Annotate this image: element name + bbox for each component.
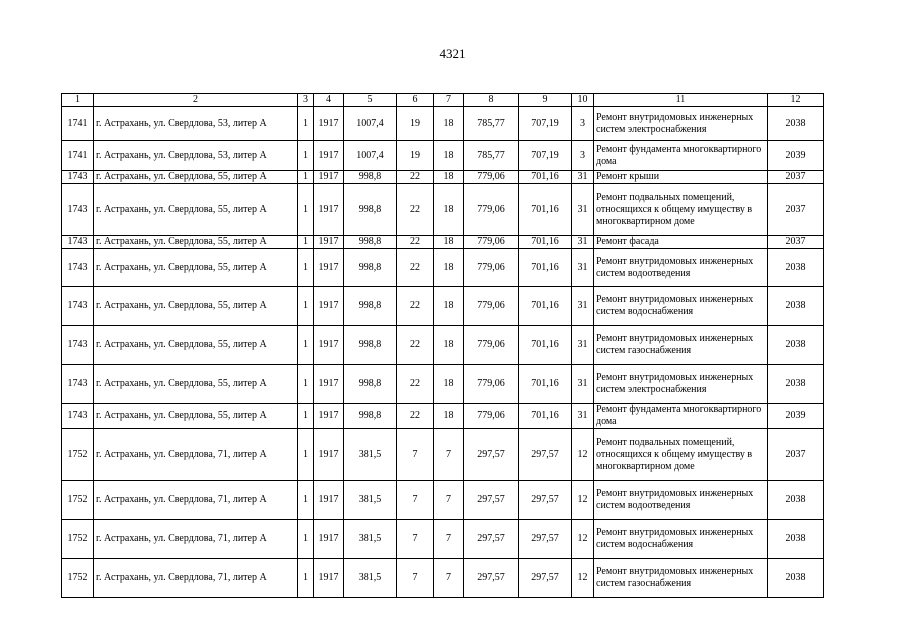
col-9-value-cell: 701,16 bbox=[519, 171, 572, 184]
build-year-cell: 1917 bbox=[314, 236, 344, 249]
col-8-value-cell: 297,57 bbox=[464, 559, 519, 598]
work-type-cell: Ремонт внутридомовых инженерных систем водоснабжения bbox=[594, 287, 768, 326]
address-cell: г. Астрахань, ул. Свердлова, 71, литер А bbox=[94, 481, 298, 520]
planned-year-cell: 2038 bbox=[768, 365, 824, 404]
col-8-value-cell: 785,77 bbox=[464, 141, 519, 171]
col-6-value-cell: 7 bbox=[397, 481, 434, 520]
row-id-cell: 1743 bbox=[62, 404, 94, 429]
address-cell: г. Астрахань, ул. Свердлова, 55, литер А bbox=[94, 171, 298, 184]
col-3-value-cell: 1 bbox=[298, 481, 314, 520]
column-number: 9 bbox=[519, 94, 572, 107]
address-cell: г. Астрахань, ул. Свердлова, 55, литер А bbox=[94, 249, 298, 287]
table-row bbox=[62, 249, 824, 287]
col-7-value-cell: 18 bbox=[434, 107, 464, 141]
build-year-cell: 1917 bbox=[314, 481, 344, 520]
column-number: 7 bbox=[434, 94, 464, 107]
table-row bbox=[62, 481, 824, 520]
col-10-value-cell: 31 bbox=[572, 184, 594, 236]
work-type-cell: Ремонт внутридомовых инженерных систем газоснабжения bbox=[594, 559, 768, 598]
col-9-value-cell: 701,16 bbox=[519, 326, 572, 365]
work-type-cell: Ремонт внутридомовых инженерных систем электроснабжения bbox=[594, 107, 768, 141]
col-7-value-cell: 18 bbox=[434, 404, 464, 429]
col-6-value-cell: 22 bbox=[397, 249, 434, 287]
col-10-value-cell: 31 bbox=[572, 326, 594, 365]
col-3-value-cell: 1 bbox=[298, 287, 314, 326]
table-row bbox=[62, 559, 824, 598]
address-cell: г. Астрахань, ул. Свердлова, 55, литер А bbox=[94, 365, 298, 404]
col-8-value-cell: 779,06 bbox=[464, 404, 519, 429]
col-7-value-cell: 7 bbox=[434, 429, 464, 481]
work-type-cell: Ремонт фундамента многоквартирного дома bbox=[594, 141, 768, 171]
row-id-cell: 1743 bbox=[62, 184, 94, 236]
col-3-value-cell: 1 bbox=[298, 107, 314, 141]
row-id-cell: 1743 bbox=[62, 171, 94, 184]
planned-year-cell: 2038 bbox=[768, 107, 824, 141]
build-year-cell: 1917 bbox=[314, 520, 344, 559]
col-10-value-cell: 12 bbox=[572, 559, 594, 598]
row-id-cell: 1743 bbox=[62, 249, 94, 287]
work-type-cell: Ремонт подвальных помещений, относящихся к общему имуществу в многоквартирном доме bbox=[594, 429, 768, 481]
col-9-value-cell: 297,57 bbox=[519, 429, 572, 481]
column-number: 2 bbox=[94, 94, 298, 107]
total-area-cell: 381,5 bbox=[344, 559, 397, 598]
address-cell: г. Астрахань, ул. Свердлова, 55, литер А bbox=[94, 236, 298, 249]
col-3-value-cell: 1 bbox=[298, 236, 314, 249]
planned-year-cell: 2038 bbox=[768, 287, 824, 326]
col-6-value-cell: 19 bbox=[397, 141, 434, 171]
col-8-value-cell: 785,77 bbox=[464, 107, 519, 141]
table-row bbox=[62, 141, 824, 171]
table-row bbox=[62, 520, 824, 559]
col-10-value-cell: 31 bbox=[572, 236, 594, 249]
col-8-value-cell: 779,06 bbox=[464, 249, 519, 287]
table-row bbox=[62, 404, 824, 429]
build-year-cell: 1917 bbox=[314, 287, 344, 326]
col-9-value-cell: 297,57 bbox=[519, 481, 572, 520]
total-area-cell: 998,8 bbox=[344, 365, 397, 404]
planned-year-cell: 2038 bbox=[768, 326, 824, 365]
col-8-value-cell: 779,06 bbox=[464, 326, 519, 365]
col-3-value-cell: 1 bbox=[298, 365, 314, 404]
column-number: 12 bbox=[768, 94, 824, 107]
column-number: 3 bbox=[298, 94, 314, 107]
row-id-cell: 1743 bbox=[62, 365, 94, 404]
col-10-value-cell: 31 bbox=[572, 287, 594, 326]
row-id-cell: 1743 bbox=[62, 287, 94, 326]
col-8-value-cell: 779,06 bbox=[464, 184, 519, 236]
address-cell: г. Астрахань, ул. Свердлова, 55, литер А bbox=[94, 404, 298, 429]
col-9-value-cell: 701,16 bbox=[519, 287, 572, 326]
total-area-cell: 998,8 bbox=[344, 404, 397, 429]
planned-year-cell: 2037 bbox=[768, 171, 824, 184]
work-type-cell: Ремонт внутридомовых инженерных систем водоотведения bbox=[594, 481, 768, 520]
row-id-cell: 1743 bbox=[62, 236, 94, 249]
col-8-value-cell: 779,06 bbox=[464, 287, 519, 326]
row-id-cell: 1752 bbox=[62, 559, 94, 598]
col-7-value-cell: 18 bbox=[434, 141, 464, 171]
total-area-cell: 998,8 bbox=[344, 326, 397, 365]
total-area-cell: 998,8 bbox=[344, 249, 397, 287]
col-7-value-cell: 7 bbox=[434, 481, 464, 520]
col-9-value-cell: 707,19 bbox=[519, 107, 572, 141]
address-cell: г. Астрахань, ул. Свердлова, 71, литер А bbox=[94, 429, 298, 481]
col-6-value-cell: 22 bbox=[397, 326, 434, 365]
column-number: 6 bbox=[397, 94, 434, 107]
row-id-cell: 1743 bbox=[62, 326, 94, 365]
total-area-cell: 998,8 bbox=[344, 287, 397, 326]
table-row bbox=[62, 171, 824, 184]
col-7-value-cell: 18 bbox=[434, 287, 464, 326]
work-type-cell: Ремонт внутридомовых инженерных систем водоотведения bbox=[594, 249, 768, 287]
col-3-value-cell: 1 bbox=[298, 171, 314, 184]
table-row bbox=[62, 287, 824, 326]
col-9-value-cell: 701,16 bbox=[519, 249, 572, 287]
planned-year-cell: 2039 bbox=[768, 404, 824, 429]
table-row bbox=[62, 107, 824, 141]
address-cell: г. Астрахань, ул. Свердлова, 71, литер А bbox=[94, 520, 298, 559]
work-type-cell: Ремонт внутридомовых инженерных систем газоснабжения bbox=[594, 326, 768, 365]
col-10-value-cell: 31 bbox=[572, 365, 594, 404]
address-cell: г. Астрахань, ул. Свердлова, 55, литер А bbox=[94, 326, 298, 365]
column-number: 8 bbox=[464, 94, 519, 107]
total-area-cell: 998,8 bbox=[344, 184, 397, 236]
build-year-cell: 1917 bbox=[314, 559, 344, 598]
col-6-value-cell: 22 bbox=[397, 287, 434, 326]
build-year-cell: 1917 bbox=[314, 171, 344, 184]
col-8-value-cell: 297,57 bbox=[464, 429, 519, 481]
total-area-cell: 381,5 bbox=[344, 429, 397, 481]
build-year-cell: 1917 bbox=[314, 404, 344, 429]
row-id-cell: 1741 bbox=[62, 141, 94, 171]
col-7-value-cell: 18 bbox=[434, 171, 464, 184]
col-3-value-cell: 1 bbox=[298, 249, 314, 287]
page-number: 4321 bbox=[439, 46, 466, 61]
col-10-value-cell: 12 bbox=[572, 429, 594, 481]
planned-year-cell: 2038 bbox=[768, 559, 824, 598]
col-8-value-cell: 779,06 bbox=[464, 236, 519, 249]
build-year-cell: 1917 bbox=[314, 365, 344, 404]
col-10-value-cell: 31 bbox=[572, 404, 594, 429]
col-3-value-cell: 1 bbox=[298, 326, 314, 365]
col-10-value-cell: 31 bbox=[572, 249, 594, 287]
col-8-value-cell: 779,06 bbox=[464, 365, 519, 404]
address-cell: г. Астрахань, ул. Свердлова, 53, литер А bbox=[94, 107, 298, 141]
col-7-value-cell: 18 bbox=[434, 236, 464, 249]
column-number: 10 bbox=[572, 94, 594, 107]
build-year-cell: 1917 bbox=[314, 141, 344, 171]
col-8-value-cell: 779,06 bbox=[464, 171, 519, 184]
table-row bbox=[62, 184, 824, 236]
col-3-value-cell: 1 bbox=[298, 429, 314, 481]
col-9-value-cell: 701,16 bbox=[519, 365, 572, 404]
planned-year-cell: 2038 bbox=[768, 249, 824, 287]
col-9-value-cell: 707,19 bbox=[519, 141, 572, 171]
address-cell: г. Астрахань, ул. Свердлова, 55, литер А bbox=[94, 287, 298, 326]
work-type-cell: Ремонт фасада bbox=[594, 236, 768, 249]
col-7-value-cell: 18 bbox=[434, 249, 464, 287]
work-type-cell: Ремонт крыши bbox=[594, 171, 768, 184]
work-type-cell: Ремонт подвальных помещений, относящихся к общему имуществу в многоквартирном доме bbox=[594, 184, 768, 236]
build-year-cell: 1917 bbox=[314, 326, 344, 365]
col-3-value-cell: 1 bbox=[298, 559, 314, 598]
col-6-value-cell: 22 bbox=[397, 404, 434, 429]
col-3-value-cell: 1 bbox=[298, 184, 314, 236]
planned-year-cell: 2037 bbox=[768, 236, 824, 249]
address-cell: г. Астрахань, ул. Свердлова, 71, литер А bbox=[94, 559, 298, 598]
col-3-value-cell: 1 bbox=[298, 141, 314, 171]
build-year-cell: 1917 bbox=[314, 429, 344, 481]
col-6-value-cell: 7 bbox=[397, 429, 434, 481]
col-7-value-cell: 18 bbox=[434, 184, 464, 236]
work-type-cell: Ремонт внутридомовых инженерных систем электроснабжения bbox=[594, 365, 768, 404]
col-10-value-cell: 3 bbox=[572, 141, 594, 171]
col-7-value-cell: 7 bbox=[434, 520, 464, 559]
row-id-cell: 1752 bbox=[62, 429, 94, 481]
col-6-value-cell: 22 bbox=[397, 171, 434, 184]
table-row bbox=[62, 365, 824, 404]
col-6-value-cell: 22 bbox=[397, 365, 434, 404]
column-number: 11 bbox=[594, 94, 768, 107]
planned-year-cell: 2038 bbox=[768, 481, 824, 520]
col-10-value-cell: 12 bbox=[572, 520, 594, 559]
build-year-cell: 1917 bbox=[314, 184, 344, 236]
planned-year-cell: 2037 bbox=[768, 429, 824, 481]
column-number: 1 bbox=[62, 94, 94, 107]
build-year-cell: 1917 bbox=[314, 107, 344, 141]
row-id-cell: 1752 bbox=[62, 481, 94, 520]
col-7-value-cell: 18 bbox=[434, 365, 464, 404]
planned-year-cell: 2037 bbox=[768, 184, 824, 236]
col-6-value-cell: 7 bbox=[397, 559, 434, 598]
column-number-row bbox=[62, 94, 824, 107]
total-area-cell: 381,5 bbox=[344, 481, 397, 520]
total-area-cell: 381,5 bbox=[344, 520, 397, 559]
col-10-value-cell: 31 bbox=[572, 171, 594, 184]
col-6-value-cell: 7 bbox=[397, 520, 434, 559]
planned-year-cell: 2038 bbox=[768, 520, 824, 559]
col-9-value-cell: 701,16 bbox=[519, 184, 572, 236]
col-9-value-cell: 297,57 bbox=[519, 559, 572, 598]
col-6-value-cell: 22 bbox=[397, 236, 434, 249]
col-10-value-cell: 12 bbox=[572, 481, 594, 520]
col-7-value-cell: 18 bbox=[434, 326, 464, 365]
table-row bbox=[62, 236, 824, 249]
total-area-cell: 998,8 bbox=[344, 236, 397, 249]
col-7-value-cell: 7 bbox=[434, 559, 464, 598]
row-id-cell: 1741 bbox=[62, 107, 94, 141]
total-area-cell: 998,8 bbox=[344, 171, 397, 184]
col-8-value-cell: 297,57 bbox=[464, 481, 519, 520]
column-number: 5 bbox=[344, 94, 397, 107]
total-area-cell: 1007,4 bbox=[344, 141, 397, 171]
build-year-cell: 1917 bbox=[314, 249, 344, 287]
col-6-value-cell: 22 bbox=[397, 184, 434, 236]
row-id-cell: 1752 bbox=[62, 520, 94, 559]
work-type-cell: Ремонт фундамента многоквартирного дома bbox=[594, 404, 768, 429]
table-row bbox=[62, 326, 824, 365]
address-cell: г. Астрахань, ул. Свердлова, 53, литер А bbox=[94, 141, 298, 171]
planned-year-cell: 2039 bbox=[768, 141, 824, 171]
col-9-value-cell: 701,16 bbox=[519, 404, 572, 429]
work-type-cell: Ремонт внутридомовых инженерных систем водоснабжения bbox=[594, 520, 768, 559]
repair-schedule-table bbox=[61, 93, 824, 598]
col-9-value-cell: 701,16 bbox=[519, 236, 572, 249]
col-10-value-cell: 3 bbox=[572, 107, 594, 141]
col-6-value-cell: 19 bbox=[397, 107, 434, 141]
address-cell: г. Астрахань, ул. Свердлова, 55, литер А bbox=[94, 184, 298, 236]
column-number: 4 bbox=[314, 94, 344, 107]
total-area-cell: 1007,4 bbox=[344, 107, 397, 141]
col-3-value-cell: 1 bbox=[298, 404, 314, 429]
col-8-value-cell: 297,57 bbox=[464, 520, 519, 559]
col-3-value-cell: 1 bbox=[298, 520, 314, 559]
table-row bbox=[62, 429, 824, 481]
col-9-value-cell: 297,57 bbox=[519, 520, 572, 559]
